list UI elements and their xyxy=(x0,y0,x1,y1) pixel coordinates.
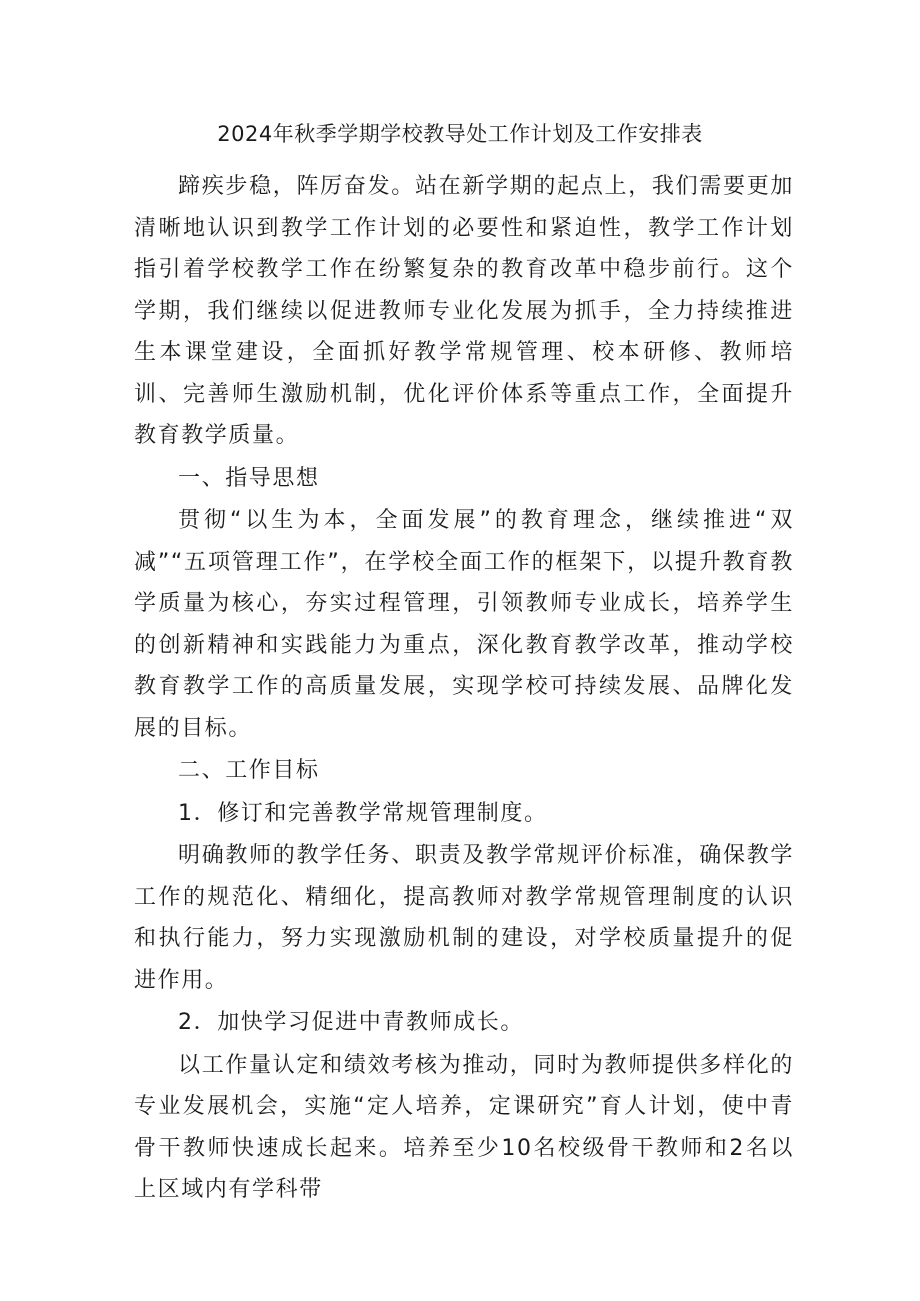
goal-2-paragraph: 以工作量认定和绩效考核为推动，同时为教师提供多样化的专业发展机会，实施“定人培养，定课研究”育人计划，使中青骨干教师快速成长起来。培养至少10名校级骨干教师和2名以上区域内有学科带 xyxy=(134,1052,794,1202)
goal-1-heading: 1．修订和完善教学常规管理制度。 xyxy=(178,800,548,826)
section-heading-guiding-ideology: 一、指导思想 xyxy=(178,465,320,491)
section-heading-work-goals: 二、工作目标 xyxy=(178,758,320,783)
guiding-ideology-paragraph: 贯彻“以生为本，全面发展”的教育理念，继续推进“双减”“五项管理工作”，在学校全面工作的框架下，以提升教育教学质量为核心，夯实过程管理，引领教师专业成长，培养学生的创新精神和实践能力为重点，深化教育教学改革，推动学校教育教学工作的高质量发展，实现学校可持续发展、品牌化发展的目标。 xyxy=(134,508,794,741)
goal-1-paragraph: 明确教师的教学任务、职责及教学常规评价标准，确保教学工作的规范化、精细化，提高教师对教学常规管理制度的认识和执行能力，努力实现激励机制的建设，对学校质量提升的促进作用。 xyxy=(134,843,794,993)
document-title: 2024年秋季学期学校教导处工作计划及工作安排表 xyxy=(217,122,703,146)
intro-paragraph: 蹄疾步稳，阵厉奋发。站在新学期的起点上，我们需要更加清晰地认识到教学工作计划的必要性和紧迫性，教学工作计划指引着学校教学工作在纷繁复杂的教育改革中稳步前行。这个学期，我们继续以促进教师专业化发展为抓手，全力持续推进生本课堂建设，全面抓好教学常规管理、校本研修、教师培训、完善师生激励机制，优化评价体系等重点工作，全面提升教育教学质量。 xyxy=(134,174,794,448)
document-body xyxy=(134,166,794,1211)
goal-2-heading: 2．加快学习促进中青教师成长。 xyxy=(178,1010,524,1035)
